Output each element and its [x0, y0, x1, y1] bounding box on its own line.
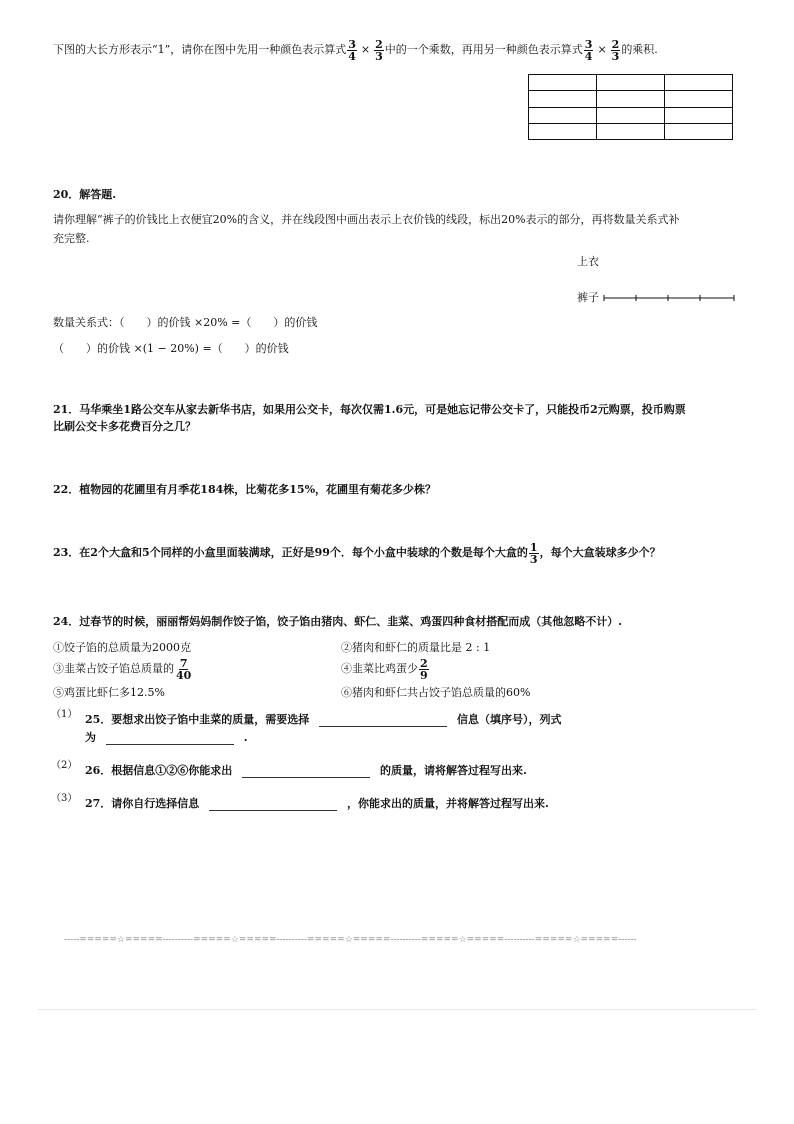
segment-label-pants: 裤子 [577, 291, 599, 304]
fraction-numerator: 3 [584, 37, 593, 51]
answer-blank[interactable] [106, 733, 234, 745]
info-4-text: ④韭菜比鸡蛋少 [341, 662, 418, 675]
fraction-numerator: 2 [375, 37, 383, 51]
q21-line1: 21．马华乘坐1路公交车从家去新华书店，如果用公交卡，每次仅需1.6元，可是她忘记带公交卡了，只能投币2元购票，投币购票 [53, 403, 686, 416]
info-4-fraction [419, 658, 429, 681]
q23-fraction-1-3 [529, 542, 539, 565]
q19-text-a: 下图的大长方形表示“1”，请你在图中先用一种颜色表示算式 [53, 43, 347, 56]
fraction-numerator: 7 [179, 656, 188, 670]
info-3 [53, 656, 193, 682]
subq-1-line2 [85, 729, 248, 745]
subq-3-line [85, 795, 549, 811]
subq-2-text-b: 的质量，请将解答过程写出来. [380, 764, 527, 777]
q24-title: 24．过春节的时候，丽丽帮妈妈制作饺子馅，饺子馅由猪肉、虾仁、韭菜、鸡蛋四种食材搭配而成（其他忽略不计）. [53, 615, 623, 628]
relation-line-1: 数量关系式：（ ）的价钱 ×20% =（ ）的价钱 [53, 316, 318, 329]
subq-2-text-a: 26．根据信息①②⑥你能求出 [85, 764, 233, 777]
info-5: ⑤鸡蛋比虾仁多12.5% [53, 686, 165, 699]
times-sign: × [597, 43, 607, 56]
answer-blank[interactable] [242, 766, 370, 778]
q19-fraction-2-3-b [611, 39, 621, 62]
answer-blank[interactable] [209, 799, 337, 811]
subq-3-text-b: ，你能求出的质量，并将解答过程写出来. [347, 797, 549, 810]
q23-text [53, 538, 661, 568]
info-3-fraction [175, 658, 192, 681]
fraction-denominator: 4 [584, 49, 593, 63]
subq-1-line2-text: 为 [85, 731, 96, 744]
q19-text-b: 中的一个乘数，再用另一种颜色表示算式 [384, 43, 583, 56]
info-3-text: ③韭菜占饺子馅总质量的 [53, 662, 174, 675]
q19-instruction [53, 38, 658, 62]
fraction-numerator: 2 [611, 37, 620, 51]
subq-3-text-a: 27．请你自行选择信息 [85, 797, 200, 810]
fraction-denominator: 4 [348, 49, 356, 63]
info-1: ①饺子馅的总质量为2000克 [53, 641, 191, 654]
subq-1-line1 [85, 711, 562, 727]
fraction-denominator: 3 [529, 552, 538, 566]
segment-label-jacket: 上衣 [577, 255, 599, 268]
q23-text-a: 23．在2个大盒和5个同样的小盒里面装满球，正好是99个．每个小盒中装球的个数是每个大盒的 [53, 546, 528, 559]
footer-divider: -----=====☆=====----------=====☆=====----------=====☆=====----------=====☆=====----------=====☆=====------ [64, 935, 637, 945]
q19-fraction-3-4-b [584, 39, 594, 62]
subq-1-number: （1） [51, 709, 78, 720]
q19-fraction-3-4-a [347, 39, 357, 62]
answer-blank[interactable] [319, 715, 447, 727]
q23-text-b: ，每个大盒装球多少个？ [539, 546, 661, 559]
q20-text-line2: 充完整. [53, 232, 90, 245]
pants-line-segment [603, 292, 735, 302]
subq-2-number: （2） [51, 760, 78, 771]
subq-3-number: （3） [51, 793, 78, 804]
q20-title: 20．解答题. [53, 188, 117, 201]
fraction-numerator: 1 [529, 540, 538, 554]
fraction-denominator: 40 [176, 668, 192, 682]
q22-text: 22．植物园的花圃里有月季花184株，比菊花多15%，花圃里有菊花多少株？ [53, 483, 437, 496]
q19-fraction-2-3-a [374, 39, 384, 62]
info-6: ⑥猪肉和虾仁共占饺子馅总质量的60% [341, 686, 531, 699]
fraction-denominator: 3 [375, 49, 383, 63]
subq-2-line [85, 762, 527, 778]
subq-1-text-a: 25．要想求出饺子馅中韭菜的质量，需要选择 [85, 713, 310, 726]
unit-rectangle-grid [528, 74, 733, 140]
fraction-denominator: 3 [611, 49, 620, 63]
relation-line-2: （ ）的价钱 ×(1 − 20%) =（ ）的价钱 [53, 342, 289, 355]
q20-text-line1: 请你理解“裤子的价钱比上衣便宜20%的含义，并在线段图中画出表示上衣价钱的线段，标出20%表示的部分，再将数量关系式补 [53, 213, 680, 226]
subq-1-text-b: 信息（填序号），列式 [457, 713, 562, 726]
info-4 [341, 656, 430, 682]
fraction-numerator: 3 [348, 37, 356, 51]
fraction-denominator: 9 [420, 668, 428, 682]
q21-line2: 比刷公交卡多花费百分之几？ [53, 420, 196, 433]
q19-text-c: 的乘积. [621, 43, 658, 56]
page-bottom-line [38, 1009, 756, 1010]
info-2: ②猪肉和虾仁的质量比是 2 : 1 [341, 641, 491, 654]
subq-1-end: . [243, 731, 248, 744]
fraction-numerator: 2 [420, 656, 428, 670]
times-sign: × [360, 43, 371, 56]
